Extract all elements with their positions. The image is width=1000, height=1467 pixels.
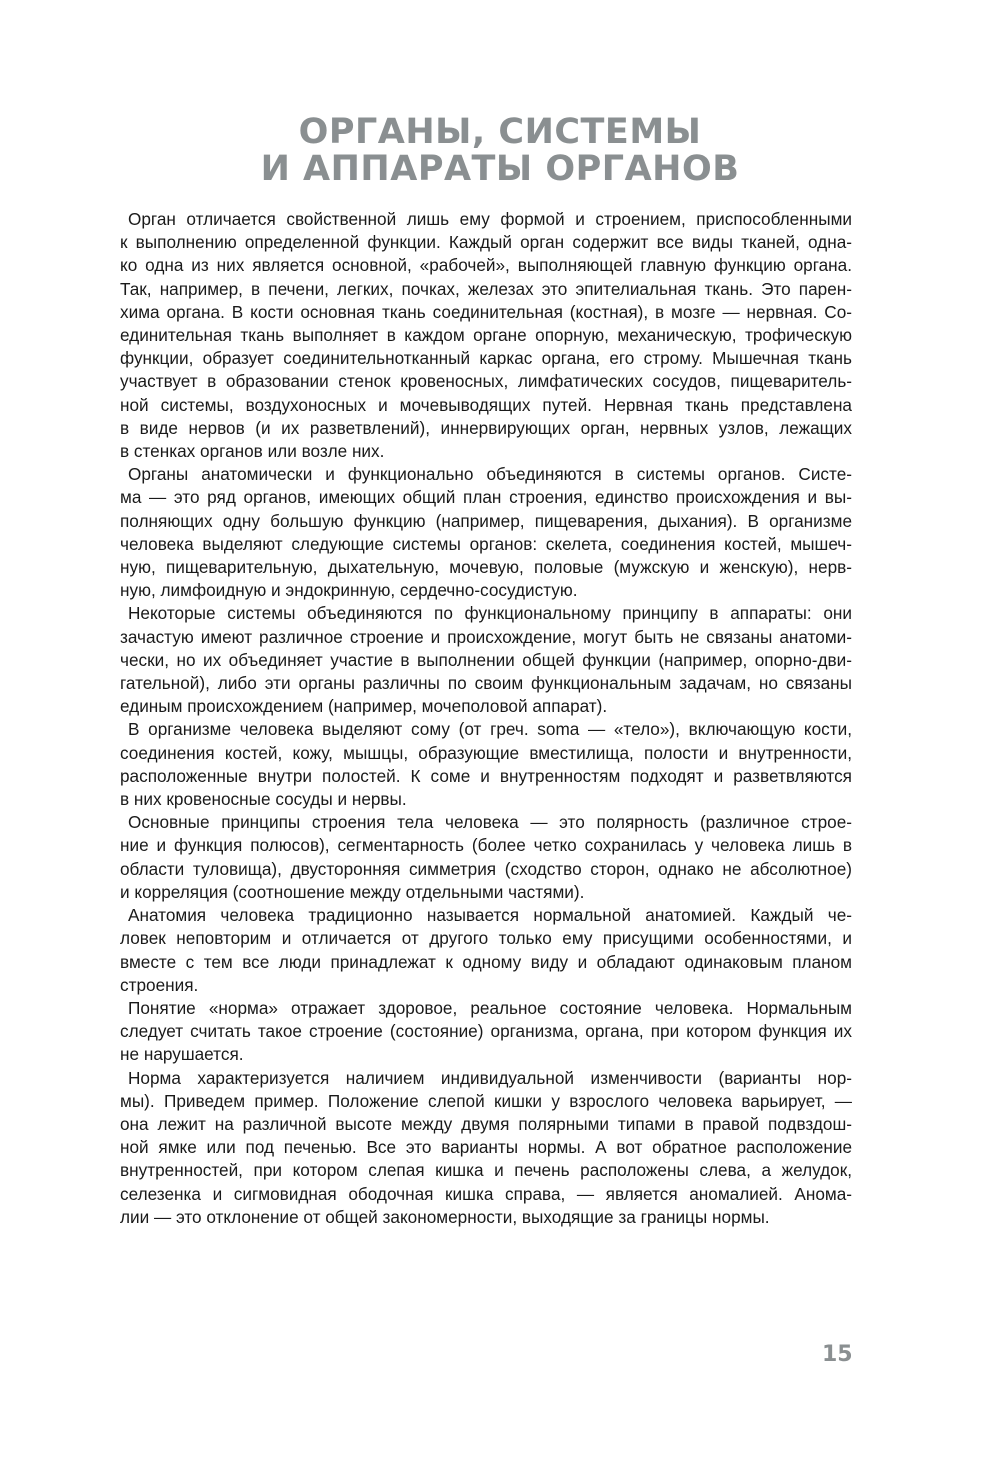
text-line: вместе с тем все люди принадлежат к одному виду и обладают одинаковым планом [120, 951, 852, 972]
text-line: Понятие «норма» отражает здоровое, реальное состояние человека. Нормальным [128, 997, 852, 1018]
paragraph [120, 811, 852, 904]
paragraph [120, 602, 852, 718]
text-line: чески, но их объединяет участие в выполнении общей функции (например, опорно-дви- [120, 649, 852, 670]
text-line: зачастую имеют различное строение и происхождение, могут быть не связаны анатоми- [120, 626, 852, 647]
text-line: соединения костей, кожу, мышцы, образующие вместилища, полости и внутренности, [120, 742, 852, 763]
text-line: области туловища), двусторонняя симметрия (сходство сторон, однако не абсолютное) [120, 858, 852, 879]
text-line: ной системы, воздухоносных и мочевыводящих путей. Нервная ткань представлена [120, 394, 852, 415]
body-text [120, 208, 852, 1229]
text-line: в виде нервов (и их разветвлений), иннервирующих орган, нервных узлов, лежащих [120, 417, 852, 438]
text-line: не нарушается. [120, 1044, 244, 1065]
paragraph [120, 208, 852, 463]
text-line: к выполнению определенной функции. Каждый орган содержит все виды тканей, одна- [120, 232, 852, 253]
text-line: Орган отличается свойственной лишь ему формой и строением, приспособленными [128, 209, 852, 229]
text-line: ную, лимфоидную и эндокринную, сердечно-сосудистую. [120, 580, 578, 601]
text-line: гательной), либо эти органы различны по своим функциональным задачам, но связаны [120, 673, 852, 694]
paragraph [120, 1067, 852, 1229]
chapter-title-line-2: И АППАРАТЫ ОРГАНОВ [260, 149, 740, 189]
text-line: хима органа. В кости основная ткань соединительная (костная), в мозге — нервная. Со- [120, 301, 852, 322]
text-line: ма — это ряд органов, имеющих общий план строения, единство происхождения и вы- [120, 487, 852, 508]
text-line: единительная ткань выполняет в каждом органе опорную, механическую, трофическую [120, 325, 852, 346]
text-line: ко одна из них является основной, «рабочей», выполняющей главную функцию органа. [120, 255, 852, 276]
text-line: полняющих одну большую функцию (например, пищеварения, дыхания). В организме [120, 510, 852, 531]
paragraph [120, 463, 852, 602]
text-line: следует считать такое строение (состояние) организма, органа, при котором функция их [120, 1021, 852, 1042]
text-line: Основные принципы строения тела человека — это полярность (различное строе- [128, 812, 852, 833]
text-line: лии — это отклонение от общей закономерности, выходящие за границы нормы. [120, 1206, 770, 1227]
page-number: 15 [822, 1342, 853, 1367]
text-line: Некоторые системы объединяются по функциональному принципу в аппараты: они [128, 603, 852, 624]
paragraph [120, 997, 852, 1067]
text-line: расположенные внутри полостей. К соме и внутренностям подходят и разветвляются [120, 765, 852, 786]
text-line: ние и функция полюсов), сегментарность (более четко сохранилась у человека лишь в [120, 835, 852, 856]
text-line: Анатомия человека традиционно называется нормальной анатомией. Каждый че- [128, 905, 852, 926]
text-line: В организме человека выделяют сому (от греч. soma — «тело»), включающую кости, [128, 719, 852, 740]
text-line: функции, образует соединительнотканный каркас органа, его строму. Мышечная ткань [120, 348, 852, 369]
text-line: в стенках органов или возле них. [120, 441, 385, 462]
text-line: участвует в образовании стенок кровеносных, лимфатических сосудов, пищеваритель- [120, 371, 852, 392]
text-line: Органы анатомически и функционально объединяются в системы органов. Систе- [128, 464, 852, 485]
text-line: единым происхождением (например, мочеполовой аппарат). [120, 696, 608, 717]
text-line: и корреляция (соотношение между отдельными частями). [120, 881, 585, 902]
text-line: ную, пищеварительную, дыхательную, мочевую, половые (мужскую и женскую), нерв- [120, 557, 852, 578]
text-line: селезенка и сигмовидная ободочная кишка справа, — является аномалией. Анома- [120, 1183, 852, 1204]
text-line: она лежит на различной высоте между двумя полярными типами в правой подвздош- [120, 1113, 852, 1134]
text-line: Так, например, в печени, легких, почках, железах это эпителиальная ткань. Это парен- [120, 278, 852, 299]
paragraph [120, 904, 852, 997]
chapter-title-line-1: ОРГАНЫ, СИСТЕМЫ [298, 112, 702, 152]
text-line: мы). Приведем пример. Положение слепой кишки у взрослого человека варьирует, — [120, 1090, 852, 1111]
text-line: ной ямке или под печенью. Все это варианты нормы. А вот обратное расположение [120, 1137, 852, 1158]
paragraph [120, 718, 852, 811]
text-line: в них кровеносные сосуды и нервы. [120, 789, 407, 810]
text-line: строения. [120, 974, 199, 995]
text-line: ловек неповторим и отличается от другого только ему присущими особенностями, и [120, 928, 852, 949]
text-line: человека выделяют следующие системы органов: скелета, соединения костей, мышеч- [120, 533, 852, 554]
text-line: Норма характеризуется наличием индивидуальной изменчивости (варианты нор- [128, 1067, 852, 1088]
text-line: внутренностей, при котором слепая кишка и печень расположены слева, а желудок, [120, 1160, 852, 1181]
